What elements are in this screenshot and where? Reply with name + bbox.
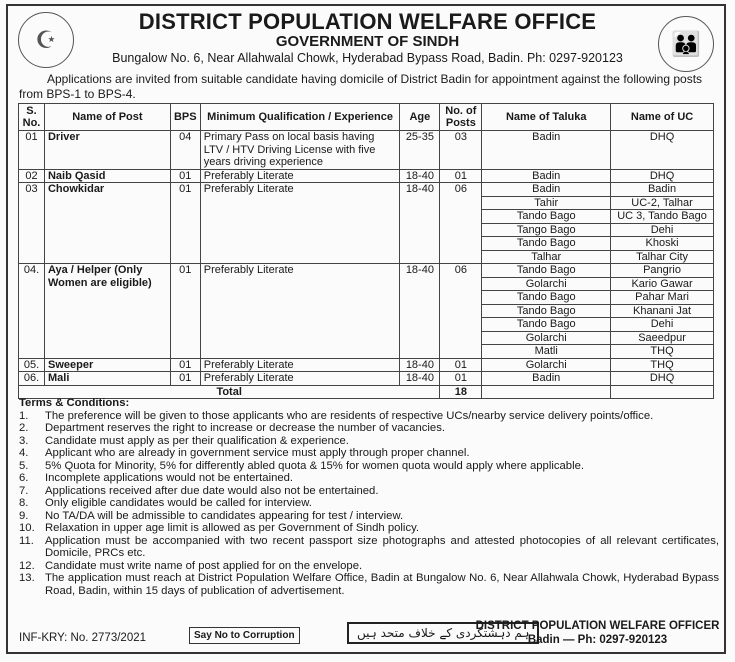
qualification-cell: Primary Pass on local basis having LTV / HTV Driving License with five years driving experience [200, 131, 400, 170]
post-name-cell: Aya / Helper (Only Women are eligible) [44, 264, 170, 359]
term-number: 9. [19, 509, 29, 522]
anti-corruption-badge: Say No to Corruption [189, 627, 300, 644]
uc-cell: DHQ [611, 169, 714, 183]
terms-section [19, 397, 719, 597]
serial-number-cell: 04. [19, 264, 45, 359]
post-name-cell: Mali [44, 372, 170, 386]
term-text: Relaxation in upper age limit is allowed as per Government of Sindh policy. [45, 522, 420, 534]
taluka-cell: Golarchi [482, 331, 611, 345]
term-text: The preference will be given to those applicants who are residents of respective UCs/nearby service delivery points/office. [45, 409, 654, 422]
term-text: Candidate must write name of post applied for on the envelope. [45, 559, 363, 572]
taluka-cell: Tando Bago [482, 210, 611, 224]
age-cell: 25-35 [400, 131, 440, 170]
table-header-cell: BPS [170, 104, 200, 131]
term-item [19, 560, 719, 573]
posts-count-cell: 01 [440, 372, 482, 386]
bps-cell: 01 [170, 264, 200, 359]
term-number: 11. [19, 534, 34, 547]
urdu-slogan-badge: ہم دہشتگردی کے خلاف متحد ہیں [347, 622, 539, 644]
table-header-cell: Name of Taluka [482, 104, 611, 131]
total-value: 18 [440, 385, 482, 399]
term-text: Department reserves the right to increase or decrease the number of vacancies. [45, 422, 445, 434]
posts-count-cell: 01 [440, 169, 482, 183]
taluka-cell: Badin [482, 131, 611, 170]
table-row [19, 169, 714, 183]
table-header-cell: Minimum Qualification / Experience [200, 104, 400, 131]
uc-cell: Khoski [611, 237, 714, 251]
term-item [19, 572, 719, 597]
uc-cell: Khanani Jat [611, 304, 714, 318]
serial-number-cell: 03 [19, 183, 45, 264]
officer-title: DISTRICT POPULATION WELFARE OFFICER [475, 620, 720, 632]
table-row [19, 358, 714, 372]
term-text: Applications received after due date would also not be entertained. [45, 484, 379, 497]
term-number: 10. [19, 522, 35, 534]
uc-cell: UC-2, Talhar [611, 196, 714, 210]
age-cell: 18-40 [400, 183, 440, 264]
taluka-cell: Badin [482, 372, 611, 386]
posts-count-cell: 06 [440, 264, 482, 359]
qualification-cell: Preferably Literate [200, 358, 400, 372]
bps-cell: 01 [170, 358, 200, 372]
uc-cell: UC 3, Tando Bago [611, 210, 714, 224]
age-cell: 18-40 [400, 372, 440, 386]
table-row [19, 131, 714, 170]
taluka-cell: Talhar [482, 250, 611, 264]
term-item [19, 435, 719, 448]
post-name-cell: Driver [44, 131, 170, 170]
posts-count-cell: 06 [440, 183, 482, 264]
term-number: 2. [19, 422, 29, 434]
posts-count-cell: 03 [440, 131, 482, 170]
term-text: Applicant who are already in government service must apply through proper channel. [45, 447, 470, 459]
taluka-cell: Tando Bago [482, 237, 611, 251]
term-item [19, 522, 719, 535]
taluka-cell: Golarchi [482, 358, 611, 372]
reference-number: INF-KRY: No. 2773/2021 [19, 632, 146, 644]
officer-contact: Badin — Ph: 0297-920123 [527, 634, 668, 646]
taluka-cell: Tando Bago [482, 318, 611, 332]
serial-number-cell: 06. [19, 372, 45, 386]
term-item [19, 485, 719, 498]
age-cell: 18-40 [400, 169, 440, 183]
term-number: 7. [19, 484, 29, 497]
posts-table [18, 103, 714, 399]
term-number: 3. [19, 434, 29, 447]
term-text: Application must be accompanied with two recent passport size photographs and attested photocopies of all relevant certificates, Domicile, PRCs etc. [45, 534, 719, 559]
serial-number-cell: 05. [19, 358, 45, 372]
taluka-cell: Tando Bago [482, 291, 611, 305]
post-name-cell: Chowkidar [44, 183, 170, 264]
qualification-cell: Preferably Literate [200, 264, 400, 359]
term-text: Only eligible candidates would be called for interview. [45, 497, 312, 509]
bps-cell: 01 [170, 372, 200, 386]
table-header-cell: No. of Posts [440, 104, 482, 131]
table-row [19, 372, 714, 386]
taluka-cell: Tahir [482, 196, 611, 210]
age-cell: 18-40 [400, 264, 440, 359]
office-address: Bungalow No. 6, Near Allahwalal Chowk, Hyderabad Bypass Road, Badin. Ph: 0297-920123 [112, 51, 623, 65]
population-welfare-logo-icon: 👪 [658, 16, 714, 72]
term-number: 5. [19, 459, 29, 472]
uc-cell: Badin [611, 183, 714, 197]
posts-count-cell: 01 [440, 358, 482, 372]
age-cell: 18-40 [400, 358, 440, 372]
qualification-cell: Preferably Literate [200, 372, 400, 386]
uc-cell: Saeedpur [611, 331, 714, 345]
term-item [19, 535, 719, 560]
page-subtitle: GOVERNMENT OF SINDH [275, 33, 460, 50]
bps-cell: 01 [170, 169, 200, 183]
bps-cell: 01 [170, 183, 200, 264]
page-title: DISTRICT POPULATION WELFARE OFFICE [138, 9, 597, 34]
uc-cell: DHQ [611, 372, 714, 386]
term-number: 13. [19, 572, 35, 584]
uc-cell: Pahar Mari [611, 291, 714, 305]
table-header-cell: S. No. [19, 104, 45, 131]
uc-cell: Pangrio [611, 264, 714, 278]
taluka-cell: Tando Bago [482, 264, 611, 278]
table-row [19, 264, 714, 278]
table-row [19, 183, 714, 197]
uc-cell: DHQ [611, 131, 714, 170]
table-header-cell: Name of Post [44, 104, 170, 131]
intro-paragraph: Applications are invited from suitable candidate having domicile of District Badin for appointment against the following posts from BPS-1 to BPS-4. [19, 72, 703, 101]
taluka-cell: Tando Bago [482, 304, 611, 318]
qualification-cell: Preferably Literate [200, 183, 400, 264]
term-item [19, 460, 719, 473]
serial-number-cell: 02 [19, 169, 45, 183]
term-item [19, 447, 719, 460]
post-name-cell: Sweeper [44, 358, 170, 372]
taluka-cell: Golarchi [482, 277, 611, 291]
term-item [19, 497, 719, 510]
term-text: The application must reach at District Population Welfare Office, Badin at Bungalow No. 6, Near Allahwala Chowk, Hyderabad Bypass Road, Badin, within 15 days of publication of advertisement. [45, 572, 719, 597]
total-label: Total [19, 385, 440, 399]
table-header-cell: Name of UC [611, 104, 714, 131]
term-text: Incomplete applications would not be entertained. [45, 472, 294, 484]
term-number: 4. [19, 447, 29, 459]
term-item [19, 472, 719, 485]
uc-cell: Dehi [611, 223, 714, 237]
table-header-cell: Age [400, 104, 440, 131]
taluka-cell: Matli [482, 345, 611, 359]
taluka-cell: Badin [482, 169, 611, 183]
terms-title: Terms & Conditions: [19, 397, 130, 409]
term-number: 12. [19, 559, 35, 572]
sindh-government-emblem-icon: ☪ [18, 12, 74, 68]
term-number: 8. [19, 497, 29, 509]
term-item [19, 410, 719, 423]
table-header-row [19, 104, 714, 131]
uc-cell: Dehi [611, 318, 714, 332]
post-name-cell: Naib Qasid [44, 169, 170, 183]
uc-cell: Talhar City [611, 250, 714, 264]
term-text: No TA/DA will be admissible to candidates appearing for test / interview. [45, 509, 404, 522]
uc-cell: THQ [611, 345, 714, 359]
term-text: 5% Quota for Minority, 5% for differently abled quota & 15% for women quota would apply where applicable. [45, 459, 585, 472]
term-item [19, 510, 719, 523]
taluka-cell: Badin [482, 183, 611, 197]
bps-cell: 04 [170, 131, 200, 170]
taluka-cell: Tango Bago [482, 223, 611, 237]
term-item [19, 422, 719, 435]
uc-cell: Kario Gawar [611, 277, 714, 291]
term-number: 1. [19, 409, 29, 422]
term-number: 6. [19, 472, 29, 484]
serial-number-cell: 01 [19, 131, 45, 170]
term-text: Candidate must apply as per their qualification & experience. [45, 434, 349, 447]
uc-cell: THQ [611, 358, 714, 372]
qualification-cell: Preferably Literate [200, 169, 400, 183]
